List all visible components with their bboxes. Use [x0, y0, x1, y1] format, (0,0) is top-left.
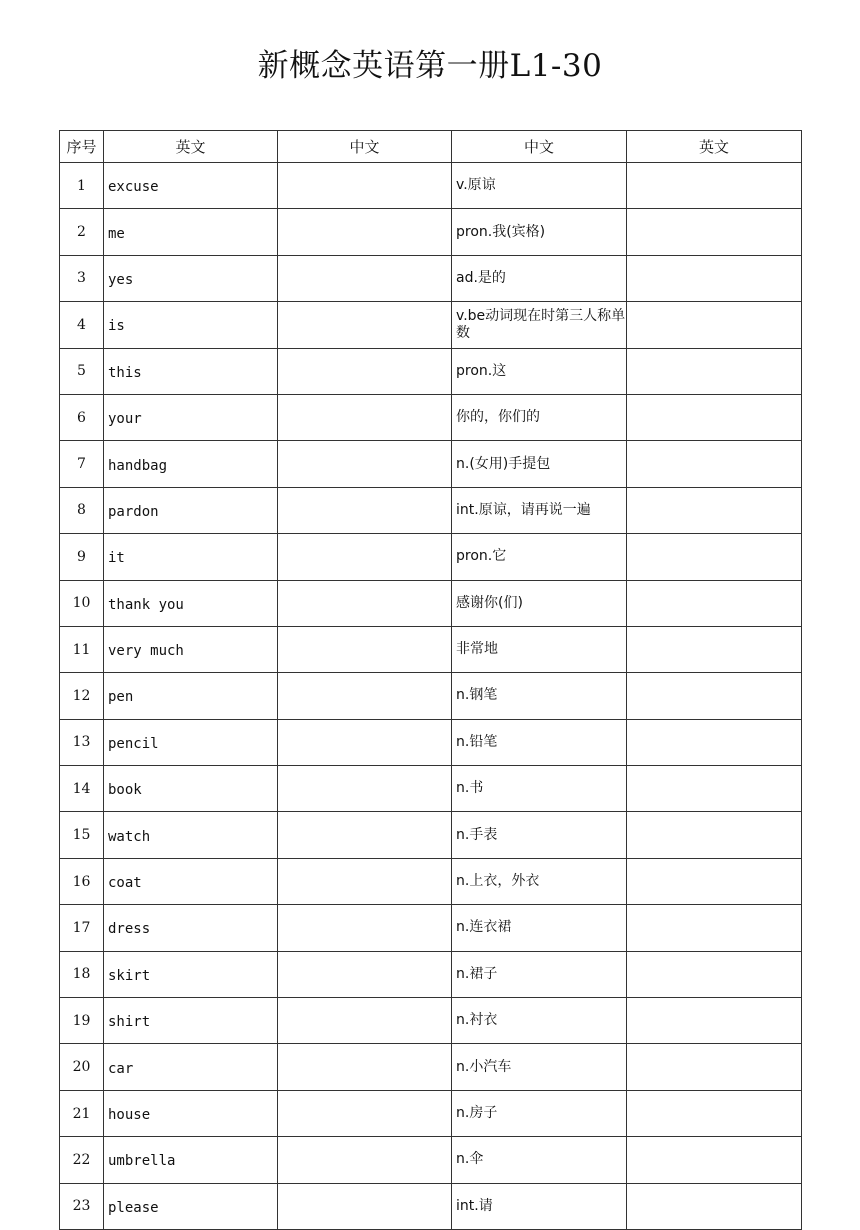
english-word: is [104, 302, 278, 348]
chinese-meaning: pron.我(宾格) [452, 209, 627, 255]
chinese-answer-blank[interactable] [278, 394, 452, 440]
chinese-answer-blank[interactable] [278, 951, 452, 997]
row-number: 17 [60, 905, 104, 951]
page-title: 新概念英语第一册L1-30 [257, 48, 603, 84]
row-number: 11 [60, 626, 104, 672]
chinese-meaning: n.手表 [452, 812, 627, 858]
row-number: 6 [60, 394, 104, 440]
chinese-answer-blank[interactable] [278, 209, 452, 255]
table-row [60, 812, 802, 858]
chinese-answer-blank[interactable] [278, 905, 452, 951]
table-row [60, 1137, 802, 1183]
row-number: 21 [60, 1090, 104, 1136]
row-number: 23 [60, 1183, 104, 1229]
chinese-meaning: ad.是的 [452, 255, 627, 301]
table-row [60, 1183, 802, 1229]
row-number: 19 [60, 998, 104, 1044]
row-number: 22 [60, 1137, 104, 1183]
row-number: 7 [60, 441, 104, 487]
table-row [60, 348, 802, 394]
row-number: 12 [60, 673, 104, 719]
row-number: 15 [60, 812, 104, 858]
table-row [60, 1044, 802, 1090]
english-answer-blank[interactable] [627, 302, 802, 348]
row-number: 4 [60, 302, 104, 348]
chinese-answer-blank[interactable] [278, 812, 452, 858]
english-answer-blank[interactable] [627, 1183, 802, 1229]
table-row [60, 163, 802, 209]
chinese-answer-blank[interactable] [278, 1183, 452, 1229]
english-word: it [104, 534, 278, 580]
english-word: please [104, 1183, 278, 1229]
english-word: pardon [104, 487, 278, 533]
table-row [60, 719, 802, 765]
english-answer-blank[interactable] [627, 858, 802, 904]
english-answer-blank[interactable] [627, 580, 802, 626]
english-word: book [104, 766, 278, 812]
table-row [60, 673, 802, 719]
chinese-meaning: n.铅笔 [452, 719, 627, 765]
chinese-answer-blank[interactable] [278, 534, 452, 580]
english-word: dress [104, 905, 278, 951]
english-word: watch [104, 812, 278, 858]
table-row [60, 905, 802, 951]
chinese-meaning: int.请 [452, 1183, 627, 1229]
english-answer-blank[interactable] [627, 626, 802, 672]
chinese-meaning: pron.这 [452, 348, 627, 394]
english-answer-blank[interactable] [627, 487, 802, 533]
english-word: very much [104, 626, 278, 672]
chinese-meaning: int.原谅，请再说一遍 [452, 487, 627, 533]
english-answer-blank[interactable] [627, 534, 802, 580]
table-row [60, 626, 802, 672]
english-answer-blank[interactable] [627, 998, 802, 1044]
chinese-answer-blank[interactable] [278, 766, 452, 812]
chinese-meaning: 你的，你们的 [452, 394, 627, 440]
english-word: pen [104, 673, 278, 719]
english-word: this [104, 348, 278, 394]
chinese-meaning: 非常地 [452, 626, 627, 672]
english-word: skirt [104, 951, 278, 997]
chinese-meaning: v.原谅 [452, 163, 627, 209]
row-number: 14 [60, 766, 104, 812]
table-row [60, 255, 802, 301]
chinese-answer-blank[interactable] [278, 1137, 452, 1183]
english-answer-blank[interactable] [627, 951, 802, 997]
chinese-answer-blank[interactable] [278, 580, 452, 626]
english-answer-blank[interactable] [627, 1044, 802, 1090]
row-number: 10 [60, 580, 104, 626]
chinese-meaning: n.裙子 [452, 951, 627, 997]
row-number: 5 [60, 348, 104, 394]
english-answer-blank[interactable] [627, 441, 802, 487]
chinese-meaning: n.伞 [452, 1137, 627, 1183]
english-answer-blank[interactable] [627, 163, 802, 209]
english-word: handbag [104, 441, 278, 487]
english-word: umbrella [104, 1137, 278, 1183]
chinese-meaning: n.房子 [452, 1090, 627, 1136]
english-answer-blank[interactable] [627, 1137, 802, 1183]
chinese-answer-blank[interactable] [278, 673, 452, 719]
chinese-answer-blank[interactable] [278, 255, 452, 301]
english-answer-blank[interactable] [627, 348, 802, 394]
chinese-meaning: pron.它 [452, 534, 627, 580]
table-row [60, 441, 802, 487]
chinese-meaning: n.小汽车 [452, 1044, 627, 1090]
english-answer-blank[interactable] [627, 255, 802, 301]
chinese-answer-blank[interactable] [278, 626, 452, 672]
chinese-answer-blank[interactable] [278, 163, 452, 209]
english-answer-blank[interactable] [627, 673, 802, 719]
chinese-answer-blank[interactable] [278, 302, 452, 348]
header-chinese-blank: 中文 [278, 131, 452, 163]
chinese-answer-blank[interactable] [278, 348, 452, 394]
chinese-answer-blank[interactable] [278, 1044, 452, 1090]
chinese-answer-blank[interactable] [278, 719, 452, 765]
english-word: your [104, 394, 278, 440]
row-number: 9 [60, 534, 104, 580]
row-number: 2 [60, 209, 104, 255]
english-answer-blank[interactable] [627, 1090, 802, 1136]
header-english-blank: 英文 [627, 131, 802, 163]
table-row [60, 302, 802, 348]
chinese-answer-blank[interactable] [278, 487, 452, 533]
chinese-answer-blank[interactable] [278, 1090, 452, 1136]
table-header [60, 131, 802, 163]
chinese-answer-blank[interactable] [278, 858, 452, 904]
english-word: me [104, 209, 278, 255]
chinese-meaning: n.衬衣 [452, 998, 627, 1044]
english-word: coat [104, 858, 278, 904]
english-word: house [104, 1090, 278, 1136]
english-word: car [104, 1044, 278, 1090]
table-row [60, 858, 802, 904]
english-answer-blank[interactable] [627, 812, 802, 858]
row-number: 20 [60, 1044, 104, 1090]
chinese-meaning: n.书 [452, 766, 627, 812]
chinese-answer-blank[interactable] [278, 441, 452, 487]
english-word: yes [104, 255, 278, 301]
table-row [60, 580, 802, 626]
table-row [60, 951, 802, 997]
row-number: 1 [60, 163, 104, 209]
row-number: 16 [60, 858, 104, 904]
chinese-meaning: n.钢笔 [452, 673, 627, 719]
english-word: excuse [104, 163, 278, 209]
header-english: 英文 [104, 131, 278, 163]
table-row [60, 534, 802, 580]
chinese-meaning: n.(女用)手提包 [452, 441, 627, 487]
table-row [60, 209, 802, 255]
header-chinese: 中文 [452, 131, 627, 163]
table-body [60, 163, 802, 1230]
english-word: thank you [104, 580, 278, 626]
english-word: pencil [104, 719, 278, 765]
table-row [60, 766, 802, 812]
table-row [60, 998, 802, 1044]
table-row [60, 1090, 802, 1136]
table-row [60, 394, 802, 440]
chinese-meaning: v.be动词现在时第三人称单数 [452, 302, 627, 348]
table-header-row [60, 131, 802, 163]
english-answer-blank[interactable] [627, 766, 802, 812]
english-word: shirt [104, 998, 278, 1044]
header-number: 序号 [60, 131, 104, 163]
english-answer-blank[interactable] [627, 209, 802, 255]
row-number: 13 [60, 719, 104, 765]
row-number: 3 [60, 255, 104, 301]
row-number: 18 [60, 951, 104, 997]
chinese-answer-blank[interactable] [278, 998, 452, 1044]
chinese-meaning: 感谢你(们) [452, 580, 627, 626]
chinese-meaning: n.上衣，外衣 [452, 858, 627, 904]
english-answer-blank[interactable] [627, 905, 802, 951]
row-number: 8 [60, 487, 104, 533]
english-answer-blank[interactable] [627, 719, 802, 765]
vocabulary-table [59, 130, 802, 1230]
table-row [60, 487, 802, 533]
english-answer-blank[interactable] [627, 394, 802, 440]
chinese-meaning: n.连衣裙 [452, 905, 627, 951]
